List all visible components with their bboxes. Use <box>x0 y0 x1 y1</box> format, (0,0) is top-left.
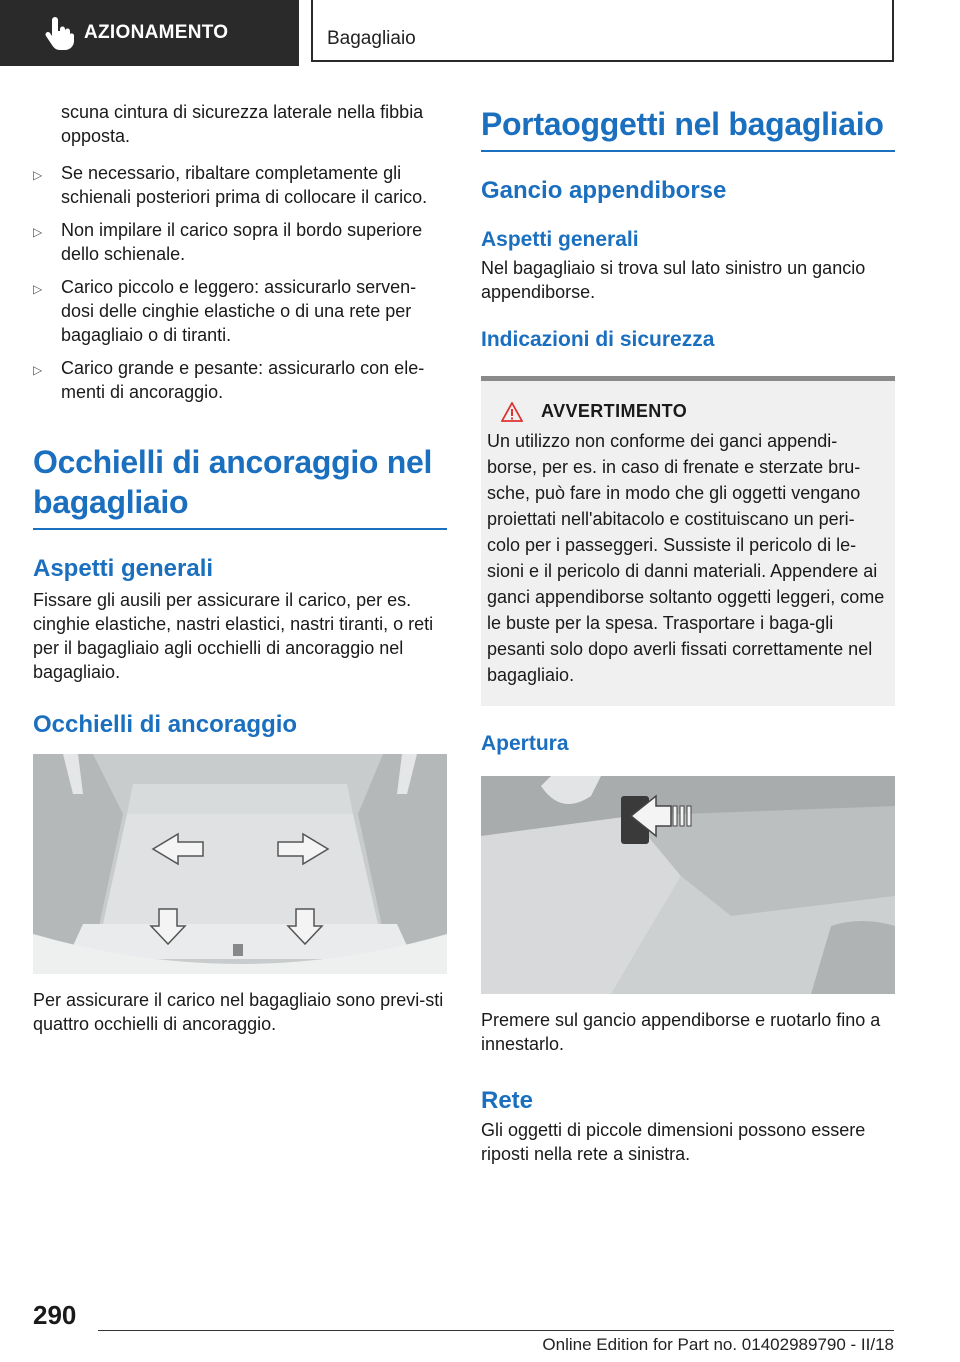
continued-text: scuna cintura di sicurezza laterale nella fibbia opposta. <box>61 102 424 146</box>
chapter-header <box>311 0 894 62</box>
list-item: ▷ Se necessario, ribaltare completamente gli schienali posteriori prima di collocare il carico. <box>33 163 428 207</box>
bullet-list <box>33 161 447 404</box>
triangle-bullet-icon: ▷ <box>33 282 43 296</box>
triangle-bullet-icon: ▷ <box>33 363 43 377</box>
footer-divider <box>98 1330 894 1331</box>
chapter-label: Bagagliaio <box>327 28 416 49</box>
net-paragraph: Gli oggetti di piccole dimensioni possono essere riposti nella rete a sinistra. <box>481 1120 866 1164</box>
triangle-bullet-icon: ▷ <box>33 168 43 182</box>
warning-header <box>487 401 887 422</box>
list-item: ▷ Non impilare il carico sopra il bordo superiore dello schienale. <box>33 220 423 264</box>
warning-text: Un utilizzo non conforme dei ganci appendi-borse, per es. in caso di frenate e sterzate bru-sche, può fare in modo che gli oggetti vengano proiettati nell'abitacolo e costituiscano un peri-colo per i passeggeri. Sussiste il pericolo di le-sioni e il pericolo di danni materiali. Appendere ai ganci appendiborse soltanto oggetti leggeri, come le buste per la spesa. Trasportare i baga-gli pesanti solo dopo averli fissati correttamente nel bagagliaio. <box>487 431 885 685</box>
subtitle-net: Rete <box>481 1087 534 1114</box>
hand-pointer-icon <box>38 13 78 53</box>
warning-triangle-icon <box>501 402 523 422</box>
list-item: ▷ Carico piccolo e leggero: assicurarlo serven-dosi delle cinghie elastiche o di una rete per bagagliaio o di tiranti. <box>33 277 417 345</box>
warning-title: AVVERTIMENTO <box>541 401 688 421</box>
section-title-anchor-eyes: Occhielli di ancoraggio nel bagagliaio <box>33 442 447 530</box>
subtitle-general: Aspetti generali <box>33 555 214 582</box>
general-paragraph: Nel bagagliaio si trova sul lato sinistro un gancio appendiborse. <box>481 258 866 302</box>
right-column <box>481 100 895 1166</box>
section-label: AZIONAMENTO <box>84 22 229 43</box>
subtitle-bag-hook: Gancio appendiborse <box>481 177 727 204</box>
subtitle-general: Aspetti generali <box>481 228 639 251</box>
triangle-bullet-icon: ▷ <box>33 225 43 239</box>
subtitle-anchor-eyes: Occhielli di ancoraggio <box>33 711 298 738</box>
page-number: 290 <box>33 1300 77 1330</box>
section-tab <box>0 0 299 66</box>
bag-hook-image <box>481 776 895 994</box>
warning-box <box>481 376 895 706</box>
list-item: ▷ Carico grande e pesante: assicurarlo con ele-menti di ancoraggio. <box>33 358 425 402</box>
opening-paragraph: Premere sul gancio appendiborse e ruotarlo fino a innestarlo. <box>481 1010 881 1054</box>
edition-text: Online Edition for Part no. 01402989790 - II/18 <box>542 1335 894 1354</box>
subtitle-opening: Apertura <box>481 732 569 755</box>
general-paragraph: Fissare gli ausili per assicurare il carico, per es. cinghie elastiche, nastri elastici, nastri tiranti, o reti per il bagagliaio agli occhielli di ancoraggio nel bagagliaio. <box>33 590 434 682</box>
subtitle-safety: Indicazioni di sicurezza <box>481 328 715 351</box>
trunk-anchor-image <box>33 754 447 974</box>
section-title-storage: Portaoggetti nel bagagliaio <box>481 104 895 152</box>
image-caption: Per assicurare il carico nel bagagliaio sono previ-sti quattro occhielli di ancoraggio. <box>33 990 444 1034</box>
left-column <box>33 100 447 1036</box>
